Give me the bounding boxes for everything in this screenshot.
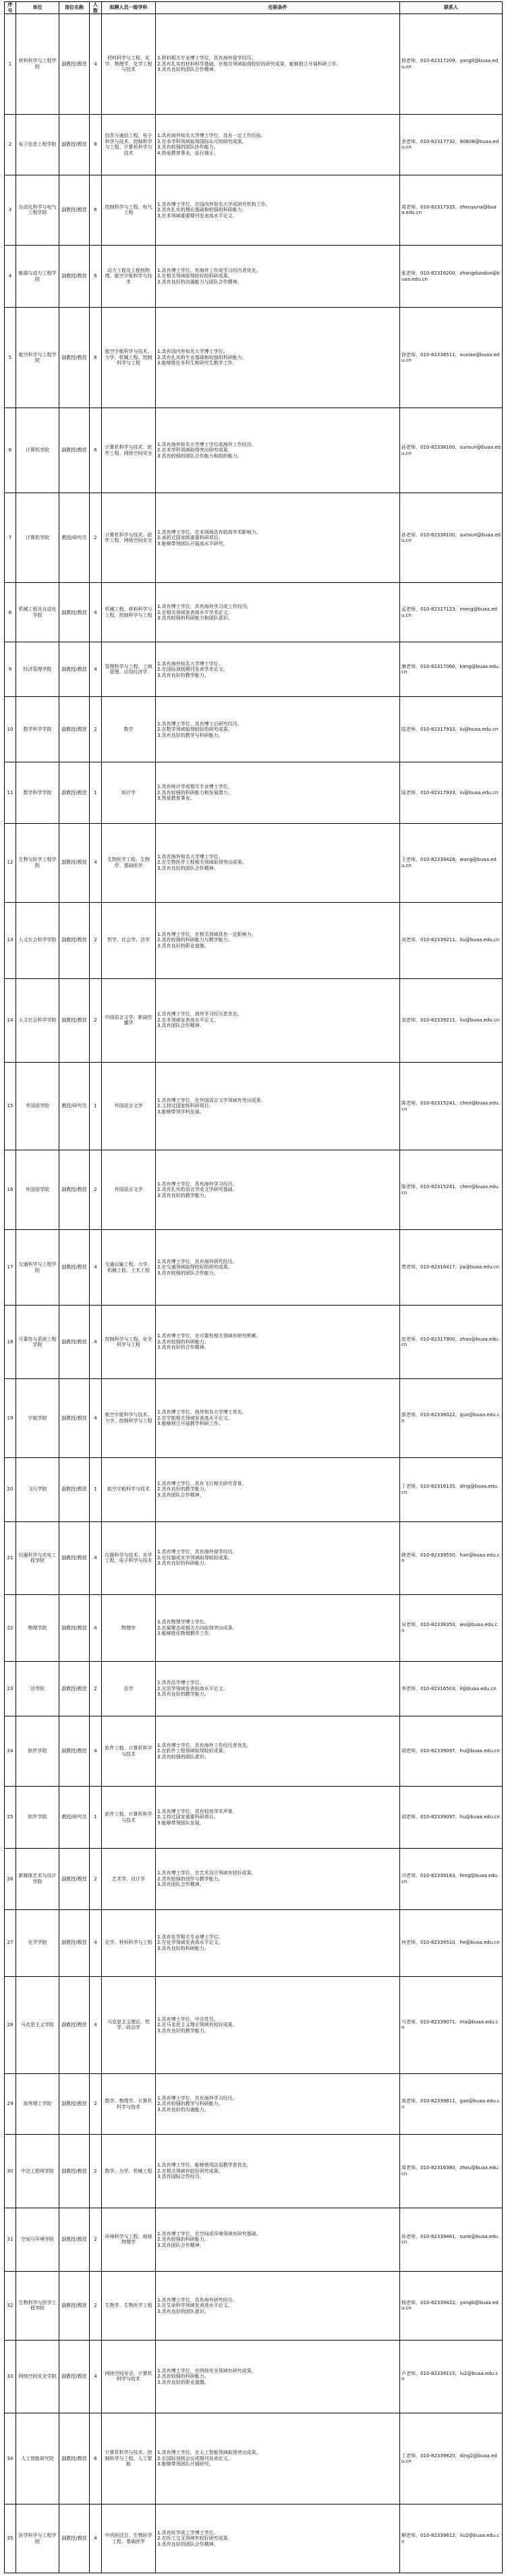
headcount-cell: 4 (90, 14, 102, 115)
table-row (5, 642, 503, 697)
unit-name-cell: 高等理工学院 (16, 2074, 59, 2135)
table-row (5, 308, 503, 408)
requirements-cell: 1.具有博士学位，具有较高学术声誉。 2.主持过国家重要科研项目。 3.能够带领团队发展。 (156, 1786, 400, 1848)
discipline-cell: 控制科学与工程、电气工程 (102, 175, 156, 246)
requirements-cell: 1.具有博士学位，具有飞行相关研究背景。 2.具有良好的教学能力。 3.具有团队合作精神。 (156, 1457, 400, 1521)
requirements-cell: 1.具有博士学位，在艺术设计领域有较好成果。 2.具有较强的创作与教学能力。 3.具有团队合作精神。 (156, 1849, 400, 1909)
discipline-cell: 计算机科学与技术、控制科学与工程、人工智能 (102, 2413, 156, 2504)
unit-name-cell: 医学科学与工程学院 (16, 2504, 59, 2573)
post-name-cell: 副教授/教授 (59, 2504, 90, 2573)
row-number-cell: 24 (5, 1716, 16, 1787)
requirements-cell: 1.具有海外知名大学博士学位。 2.在生物医学工程相关领域取得突出成果。 3.具有良好的团队合作精神。 (156, 823, 400, 902)
discipline-cell: 信息与通信工程、电子科学与技术、控制科学与工程、计算机科学与技术 (102, 114, 156, 175)
table-row (5, 245, 503, 307)
requirements-cell: 1.具有博士学位，在网络安全领域有研究成果。 2.具有较强的科研能力。 3.具有良好的职业道德。 (156, 2340, 400, 2413)
requirements-cell: 1.具有博士学位，中共党员。 2.在马克思主义理论领域有较好成果。 3.具有良好的教学能力。 (156, 1976, 400, 2073)
requirements-cell: 1.材料相关专业博士学位，具有海外留学经历。 2.具有扎实的材料科学基础，在相关领域取得较好的研究成果，能够独立开展科研工作。 3.具有良好的团队合作精神。 (156, 14, 400, 115)
discipline-cell: 马克思主义理论、哲学、政治学 (102, 1976, 156, 2073)
post-name-cell: 副教授/教授 (59, 697, 90, 762)
header-unit: 单位 (16, 2, 59, 14)
discipline-cell: 数学 (102, 697, 156, 762)
requirements-cell: 1.具有博士学位，具有海外学习经历。 2.具有扎实的语言学或文学研究基础。 3.具有良好的教学能力。 (156, 1150, 400, 1229)
table-row (5, 175, 503, 246)
discipline-cell: 软件工程、计算机科学与技术 (102, 1786, 156, 1848)
discipline-cell: 哲学、社会学、法学 (102, 902, 156, 978)
post-name-cell: 教授/研究员 (59, 1062, 90, 1150)
post-name-cell: 副教授/教授 (59, 1521, 90, 1594)
row-number-cell: 28 (5, 1976, 16, 2073)
headcount-cell: 1 (90, 1062, 102, 1150)
table-row (5, 2135, 503, 2208)
row-number-cell: 32 (5, 2272, 16, 2340)
discipline-cell: 航空宇航科学与技术、力学、机械工程、控制科学与工程 (102, 308, 156, 408)
contact-cell[interactable]: 张老师，010-82316200，zhangduoduo@buaa.edu.cn (400, 245, 503, 307)
row-number-cell: 16 (5, 1150, 16, 1229)
requirements-cell: 1.具有博士学位，具有海外留学经历。 2.在仪器或光学领域取得较好成果。 3.具有良好的科研能力。 (156, 1521, 400, 1594)
requirements-cell: 1.具有法学博士学位。 2.在法学领域发表较高水平论文。 3.具有良好的教学能力。 (156, 1662, 400, 1716)
row-number-cell: 31 (5, 2208, 16, 2272)
contact-cell[interactable]: 陈老师，010-82315241，chen@buaa.edu.cn (400, 1062, 503, 1150)
row-number-cell: 12 (5, 823, 16, 902)
row-number-cell: 22 (5, 1594, 16, 1661)
headcount-cell: 4 (90, 2340, 102, 2413)
requirements-cell: 1.具有国内外知名大学博士学位。 2.具有扎实的专业基础和较强的科研能力。 3.能够胜任本科生和研究生教学工作。 (156, 308, 400, 408)
requirements-cell: 1.具有物理学博士学位。 2.在凝聚态或相关方向取得突出成果。 3.能够胜任物理教学工作。 (156, 1594, 400, 1661)
headcount-cell: 8 (90, 114, 102, 175)
post-name-cell: 副教授/教授 (59, 408, 90, 493)
contact-cell[interactable]: 柳老师，010-82339612，liu2@buaa.edu.cn (400, 2504, 503, 2573)
post-name-cell: 副教授/教授 (59, 1976, 90, 2073)
row-number-cell: 33 (5, 2340, 16, 2413)
contact-cell[interactable]: 孙老师，010-82338100，sunsun@buaa.edu.cn (400, 408, 503, 493)
contact-cell[interactable]: 周老师，010-82317325，zhouyuna@buaa.edu.cn (400, 175, 503, 246)
row-number-cell: 21 (5, 1521, 16, 1594)
headcount-cell: 4 (90, 642, 102, 697)
post-name-cell: 副教授/教授 (59, 2340, 90, 2413)
requirements-cell: 1.具有博士学位，具有博士后研究经历。 2.在数学领域取得较好的研究成果。 3.具有良好的教学与科研能力。 (156, 697, 400, 762)
table-row (5, 697, 503, 762)
table-row (5, 978, 503, 1062)
contact-cell[interactable]: 丁老师，010-82316135，ding@buaa.edu.cn (400, 1457, 503, 1521)
headcount-cell: 4 (90, 583, 102, 642)
post-name-cell: 副教授/教授 (59, 245, 90, 307)
requirements-cell: 1.具有化学相关专业博士学位。 2.在化学领域发表高水平论文。 3.具有良好的科研能力。 (156, 1909, 400, 1976)
post-name-cell: 教授/研究员 (59, 1786, 90, 1848)
requirements-cell: 1.具有博士学位，海外知名大学博士优先。 2.在宇航相关领域发表高水平论文。 3.能够独立开展教学科研工作。 (156, 1378, 400, 1457)
post-name-cell: 副教授/教授 (59, 978, 90, 1062)
headcount-cell: 4 (90, 1521, 102, 1594)
headcount-cell: 6 (90, 408, 102, 493)
contact-cell[interactable]: 卢老师，010-82339115，lu2@buaa.edu.cn (400, 2340, 503, 2413)
row-number-cell: 4 (5, 245, 16, 307)
discipline-cell: 外国语言文学 (102, 1150, 156, 1229)
requirements-cell: 1.具有统计学或相关专业博士学位。 2.具有较强的科研能力和发展潜力。 3.热爱教育事业。 (156, 762, 400, 823)
discipline-cell: 材料科学与工程、化学、物理学、化学工程与技术 (102, 14, 156, 115)
row-number-cell: 6 (5, 408, 16, 493)
contact-cell[interactable]: 吴老师，010-82338350，wu@buaa.edu.cn (400, 1594, 503, 1661)
discipline-cell: 环境科学与工程、地球物理学 (102, 2208, 156, 2272)
post-name-cell: 副教授/教授 (59, 2208, 90, 2272)
contact-cell[interactable]: 李老师，010-82316503，li@buaa.edu.cn (400, 1662, 503, 1716)
contact-cell[interactable]: 陆老师，010-82317933，lu@buaa.edu.cn (400, 762, 503, 823)
discipline-cell: 物理学 (102, 1594, 156, 1661)
contact-cell[interactable]: 胡老师，010-82339097，hu@buaa.edu.cn (400, 1716, 503, 1787)
contact-cell[interactable]: 杨老师，010-82339422，yangb@buaa.edu.cn (400, 2272, 503, 2340)
discipline-cell: 交通运输工程、力学、机械工程、土木工程 (102, 1229, 156, 1306)
post-name-cell: 副教授/教授 (59, 14, 90, 115)
discipline-cell: 化学、材料科学与工程 (102, 1909, 156, 1976)
post-name-cell: 副教授/教授 (59, 2135, 90, 2208)
discipline-cell: 动力工程及工程热物理、航空宇航科学与技术 (102, 245, 156, 307)
unit-name-cell: 新媒体艺术与设计学院 (16, 1849, 59, 1909)
header-discipline: 拟聘人员一级学科 (102, 2, 156, 14)
headcount-cell: 4 (90, 1976, 102, 2073)
table-row (5, 493, 503, 583)
post-name-cell: 副教授/教授 (59, 1594, 90, 1661)
unit-name-cell: 软件学院 (16, 1716, 59, 1787)
headcount-cell: 6 (90, 2413, 102, 2504)
post-name-cell: 副教授/教授 (59, 114, 90, 175)
requirements-cell: 1.具有博士学位，具有海外学习经历。 2.具有较强的教学与科研能力。 3.具有良好的沟通能力。 (156, 2074, 400, 2135)
unit-name-cell: 中法工程师学院 (16, 2135, 59, 2208)
table-row (5, 823, 503, 902)
discipline-cell: 数学、力学、机械工程 (102, 2135, 156, 2208)
table-row (5, 1306, 503, 1378)
contact-cell[interactable]: 赵老师，010-82317900，zhao@buaa.edu.cn (400, 1306, 503, 1378)
row-number-cell: 7 (5, 493, 16, 583)
contact-cell[interactable]: 贾老师，010-82316417，jia@buaa.edu.cn (400, 1229, 503, 1306)
requirements-cell: 1.具有医学或工学博士学位。 2.在医工交叉领域有较好研究成果。 3.具有良好的团队合作精神。 (156, 2504, 400, 2573)
contact-cell[interactable]: 陈老师，010-82315241，chen@buaa.edu.cn (400, 1150, 503, 1229)
requirements-cell: 1.具有博士学位，在外国语言文学领域有突出成果。 2.主持过国家级科研项目。 3.能够带领学科发展。 (156, 1062, 400, 1150)
contact-cell[interactable]: 冯老师，010-82339183，feng@buaa.edu.cn (400, 1849, 503, 1909)
header-requirements: 任职条件 (156, 2, 400, 14)
contact-cell[interactable]: 马老师，010-82339071，ma@buaa.edu.cn (400, 1976, 503, 2073)
post-name-cell: 副教授/教授 (59, 1849, 90, 1909)
post-name-cell: 副教授/教授 (59, 1909, 90, 1976)
discipline-cell: 生物学、生物医学工程 (102, 2272, 156, 2340)
headcount-cell: 6 (90, 175, 102, 246)
row-number-cell: 10 (5, 697, 16, 762)
row-number-cell: 30 (5, 2135, 16, 2208)
headcount-cell: 1 (90, 1786, 102, 1848)
headcount-cell: 2 (90, 2074, 102, 2135)
post-name-cell: 副教授/教授 (59, 1662, 90, 1716)
post-name-cell: 副教授/教授 (59, 175, 90, 246)
post-name-cell: 副教授/教授 (59, 1150, 90, 1229)
contact-cell[interactable]: 高老师，010-82339811，gao@buaa.edu.cn (400, 2074, 503, 2135)
contact-cell[interactable]: 刘老师，010-82339211，liu@buaa.edu.cn (400, 978, 503, 1062)
headcount-cell: 4 (90, 1229, 102, 1306)
unit-name-cell: 人文社会科学学院 (16, 902, 59, 978)
unit-name-cell: 机械工程及自动化学院 (16, 583, 59, 642)
contact-cell[interactable]: 康老师，010-82317060，kang@buaa.edu.cn (400, 642, 503, 697)
discipline-cell: 航空宇航科学与技术、力学、控制科学与工程 (102, 1378, 156, 1457)
unit-name-cell: 外国语学院 (16, 1150, 59, 1229)
contact-cell[interactable]: 杨老师，010-62317209，yangll@buaa.edu.cn (400, 14, 503, 115)
unit-name-cell: 数学科学学院 (16, 697, 59, 762)
headcount-cell: 2 (90, 1150, 102, 1229)
headcount-cell: 4 (90, 1306, 102, 1378)
requirements-cell: 1.具有博士学位，在相关领域具有一定影响力。 2.具有较强的科研能力与教学能力。 3.具有良好的职业道德。 (156, 902, 400, 978)
requirements-cell: 1.具有博士学位，在可靠性相关领域有研究积累。 2.具有较强的科研能力。 3.具有良好的合作精神。 (156, 1306, 400, 1378)
contact-cell[interactable]: 孙老师，010-82339461，sunk@buaa.edu.cn (400, 2208, 503, 2272)
requirements-cell: 1.具有博士学位，在人工智能领域取得突出成果。 2.在国际顶级会议或期刊发表论文。 3.能够带领团队开展研究。 (156, 2413, 400, 2504)
row-number-cell: 9 (5, 642, 16, 697)
row-number-cell: 3 (5, 175, 16, 246)
row-number-cell: 35 (5, 2504, 16, 2573)
contact-cell[interactable]: 徐老师，010-82338511，xuxiao@buaa.edu.cn (400, 308, 503, 408)
contact-cell[interactable]: 郭老师，010-82338022，guo@buaa.edu.cn (400, 1378, 503, 1457)
row-number-cell: 5 (5, 308, 16, 408)
unit-name-cell: 法学院 (16, 1662, 59, 1716)
row-number-cell: 2 (5, 114, 16, 175)
discipline-cell: 计算机科学与技术、软件工程、网络空间安全 (102, 408, 156, 493)
row-number-cell: 17 (5, 1229, 16, 1306)
table-row (5, 1909, 503, 1976)
row-number-cell: 26 (5, 1849, 16, 1909)
discipline-cell: 外国语言文学 (102, 1062, 156, 1150)
table-row (5, 1594, 503, 1661)
post-name-cell: 副教授/教授 (59, 1378, 90, 1457)
table-row (5, 2413, 503, 2504)
header-post: 岗位名称 (59, 2, 90, 14)
table-row (5, 583, 503, 642)
headcount-cell: 6 (90, 245, 102, 307)
table-body (5, 14, 503, 2573)
unit-name-cell: 人工智能研究院 (16, 2413, 59, 2504)
table-row (5, 1976, 503, 2073)
table-row (5, 114, 503, 175)
discipline-cell: 航空宇航科学与技术 (102, 1457, 156, 1521)
discipline-cell: 艺术学、设计学 (102, 1849, 156, 1909)
recruitment-table (4, 1, 503, 2573)
unit-name-cell: 交通科学与工程学院 (16, 1229, 59, 1306)
table-row (5, 2208, 503, 2272)
contact-cell[interactable]: 陆老师，010-82317933，lu@buaa.edu.cn (400, 697, 503, 762)
headcount-cell: 2 (90, 978, 102, 1062)
headcount-cell: 4 (90, 1378, 102, 1457)
unit-name-cell: 网络空间安全学院 (16, 2340, 59, 2413)
row-number-cell: 13 (5, 902, 16, 978)
post-name-cell: 副教授/教授 (59, 762, 90, 823)
requirements-cell: 1.具有博士学位，能够使用法语教学者优先。 2.在相关领域有较好研究成果。 3.具有国际合作经历。 (156, 2135, 400, 2208)
unit-name-cell: 电子信息工程学院 (16, 114, 59, 175)
row-number-cell: 20 (5, 1457, 16, 1521)
unit-name-cell: 生物与医学工程学院 (16, 823, 59, 902)
headcount-cell: 2 (90, 2272, 102, 2340)
unit-name-cell: 数学科学学院 (16, 762, 59, 823)
unit-name-cell: 航空科学与工程学院 (16, 308, 59, 408)
contact-cell[interactable]: 王老师，010-82339428，wang@buaa.edu.cn (400, 823, 503, 902)
row-number-cell: 11 (5, 762, 16, 823)
unit-name-cell: 经济管理学院 (16, 642, 59, 697)
unit-name-cell: 能源与动力工程学院 (16, 245, 59, 307)
unit-name-cell: 可靠性与系统工程学院 (16, 1306, 59, 1378)
post-name-cell: 副教授/教授 (59, 902, 90, 978)
contact-cell[interactable]: 胡老师，010-82339097，hu@buaa.edu.cn (400, 1786, 503, 1848)
headcount-cell: 4 (90, 1909, 102, 1976)
post-name-cell: 副教授/教授 (59, 583, 90, 642)
unit-name-cell: 计算机学院 (16, 493, 59, 583)
table-row (5, 408, 503, 493)
headcount-cell: 6 (90, 308, 102, 408)
row-number-cell: 25 (5, 1786, 16, 1848)
table-row (5, 1457, 503, 1521)
headcount-cell: 1 (90, 762, 102, 823)
table-row (5, 2504, 503, 2573)
requirements-cell: 1.具有博士学位，具有海外研究经历。 2.在交通领域取得较好的研究成果。 3.具有较强的团队合作能力。 (156, 1229, 400, 1306)
post-name-cell: 副教授/教授 (59, 2272, 90, 2340)
row-number-cell: 8 (5, 583, 16, 642)
table-row (5, 14, 503, 115)
table-row (5, 1229, 503, 1306)
unit-name-cell: 自动化科学与电气工程学院 (16, 175, 59, 246)
unit-name-cell: 软件学院 (16, 1786, 59, 1848)
row-number-cell: 23 (5, 1662, 16, 1716)
unit-name-cell: 人文社会科学学院 (16, 978, 59, 1062)
post-name-cell: 副教授/教授 (59, 1716, 90, 1787)
requirements-cell: 1.具有博士学位，在国内外知名大学或研究机构工作。 2.具有扎实的理论基础和较强的科研能力。 3.在本领域重要期刊发表高水平论文。 (156, 175, 400, 246)
row-number-cell: 29 (5, 2074, 16, 2135)
discipline-cell: 仪器科学与技术、光学工程、电子科学与技术 (102, 1521, 156, 1594)
table-row (5, 1150, 503, 1229)
requirements-cell: 1.具有博士学位，海外学习经历者优先。 2.在本领域发表高水平论文。 3.具有团队合作精神。 (156, 978, 400, 1062)
post-name-cell: 教授/研究员 (59, 493, 90, 583)
table-row (5, 1521, 503, 1594)
unit-name-cell: 宇航学院 (16, 1378, 59, 1457)
row-number-cell: 34 (5, 2413, 16, 2504)
discipline-cell: 控制科学与工程、安全科学与工程 (102, 1306, 156, 1378)
post-name-cell: 副教授/教授 (59, 642, 90, 697)
post-name-cell: 副教授/教授 (59, 2074, 90, 2135)
table-row (5, 1849, 503, 1909)
post-name-cell: 副教授/教授 (59, 2413, 90, 2504)
headcount-cell: 2 (90, 1662, 102, 1716)
header-count: 人数 (90, 2, 102, 14)
unit-name-cell: 仪器科学与光电工程学院 (16, 1521, 59, 1594)
post-name-cell: 副教授/教授 (59, 1457, 90, 1521)
row-number-cell: 18 (5, 1306, 16, 1378)
contact-cell[interactable]: 孙老师，010-82338100，sunsun@buaa.edu.cn (400, 493, 503, 583)
table-row (5, 762, 503, 823)
unit-name-cell: 马克思主义学院 (16, 1976, 59, 2073)
header-no: 序号 (5, 2, 16, 14)
requirements-cell: 1.具有博士学位，具有海外工作经历者优先。 2.在软件工程领域取得较好成果。 3.具有较强的团队意识。 (156, 1716, 400, 1787)
requirements-cell: 1.具有博士学位，具有海外研究经历。 2.在生命科学领域发表高水平论文。 3.具有良好的团队意识。 (156, 2272, 400, 2340)
contact-cell[interactable]: 余老师，010-82317732，90608@buaa.edu.cn (400, 114, 503, 175)
requirements-cell: 1.具有博士学位，在空间或环境领域有研究基础。 2.具有较强的科研能力。 3.具有团队合作精神。 (156, 2208, 400, 2272)
headcount-cell: 2 (90, 2208, 102, 2272)
row-number-cell: 14 (5, 978, 16, 1062)
discipline-cell: 计算机科学与技术、软件工程、网络空间安全 (102, 493, 156, 583)
discipline-cell: 统计学 (102, 762, 156, 823)
headcount-cell: 2 (90, 697, 102, 762)
contact-cell[interactable]: 周老师，010-82316380，zhou@buaa.edu.cn (400, 2135, 503, 2208)
unit-name-cell: 飞行学院 (16, 1457, 59, 1521)
post-name-cell: 副教授/教授 (59, 308, 90, 408)
unit-name-cell: 化学学院 (16, 1909, 59, 1976)
post-name-cell: 副教授/教授 (59, 1306, 90, 1378)
requirements-cell: 1.具有博士学位，具有海外学习或工作经历。 2.在相关领域发表高水平学术论文。 3.具有较强的科研能力和团队意识。 (156, 583, 400, 642)
unit-name-cell: 生物科学与医学工程学院 (16, 2272, 59, 2340)
discipline-cell: 数学、物理学、计算机科学与技术 (102, 2074, 156, 2135)
headcount-cell: 2 (90, 902, 102, 978)
contact-cell[interactable]: 何老师，010-82339510，he@buaa.edu.cn (400, 1909, 503, 1976)
row-number-cell: 1 (5, 14, 16, 115)
table-row (5, 2340, 503, 2413)
unit-name-cell: 外国语学院 (16, 1062, 59, 1150)
row-number-cell: 19 (5, 1378, 16, 1457)
table-row (5, 1062, 503, 1150)
post-name-cell: 副教授/教授 (59, 823, 90, 902)
table-row (5, 2272, 503, 2340)
discipline-cell: 中西医结合、生物医学工程、基础医学 (102, 2504, 156, 2573)
table-row (5, 1662, 503, 1716)
discipline-cell: 法学 (102, 1662, 156, 1716)
row-number-cell: 15 (5, 1062, 16, 1150)
headcount-cell: 2 (90, 2135, 102, 2208)
discipline-cell: 软件工程、计算机科学与技术 (102, 1716, 156, 1787)
unit-name-cell: 空间与环境学院 (16, 2208, 59, 2272)
requirements-cell: 1.具有博士学位，有海外工作或学习经历者优先。 2.在相关领域取得较好的科研成果。 3.具有良好的沟通能力与团队合作精神。 (156, 245, 400, 307)
discipline-cell: 机械工程、材料科学与工程、控制科学与工程 (102, 583, 156, 642)
requirements-cell: 1.具有博士学位，在本领域具有较高学术影响力。 2.承担过国家级重要科研项目。 3.能够带领团队开展高水平研究。 (156, 493, 400, 583)
discipline-cell: 管理科学与工程、工商管理、应用经济学 (102, 642, 156, 697)
table-row (5, 1378, 503, 1457)
contact-cell[interactable]: 刘老师，010-82339211，liu@buaa.edu.cn (400, 902, 503, 978)
discipline-cell: 中国语言文学、新闻传播学 (102, 978, 156, 1062)
unit-name-cell: 材料科学与工程学院 (16, 14, 59, 115)
unit-name-cell: 计算机学院 (16, 408, 59, 493)
headcount-cell: 4 (90, 2504, 102, 2573)
row-number-cell: 27 (5, 1909, 16, 1976)
contact-cell[interactable]: 孟老师，010-82317123，meng@buaa.edu.cn (400, 583, 503, 642)
table-row (5, 2074, 503, 2135)
headcount-cell: 4 (90, 1594, 102, 1661)
table-header-row (5, 2, 503, 14)
contact-cell[interactable]: 丁老师，010-82339820，ding2@buaa.edu.cn (400, 2413, 503, 2504)
contact-cell[interactable]: 韩老师，010-82339550，han@buaa.edu.cn (400, 1521, 503, 1594)
post-name-cell: 副教授/教授 (59, 1229, 90, 1306)
discipline-cell: 网络空间安全、计算机科学与技术 (102, 2340, 156, 2413)
discipline-cell: 生物医学工程、生物学、基础医学 (102, 823, 156, 902)
headcount-cell: 4 (90, 1716, 102, 1787)
requirements-cell: 1.具有海外知名大学博士学位。 2.在国际顶级期刊发表学术论文。 3.具有良好的教学能力。 (156, 642, 400, 697)
table-row (5, 1786, 503, 1848)
headcount-cell: 2 (90, 493, 102, 583)
header-contact: 联系人 (400, 2, 503, 14)
requirements-cell: 1.具有海外知名大学博士学位或海外工作经历。 2.在本学科领域取得突出研究成果。 3.具有较强的团队合作能力和组织能力。 (156, 408, 400, 493)
table-row (5, 902, 503, 978)
requirements-cell: 1.具有海外知名大学博士学位，具有一定工作经验。 2.在本学科领域取得国际认可的研究成果。 3.具有较强的团队协作能力。 4.热爱教育事业，品行端正。 (156, 114, 400, 175)
headcount-cell: 2 (90, 1849, 102, 1909)
headcount-cell: 4 (90, 823, 102, 902)
headcount-cell: 1 (90, 1457, 102, 1521)
unit-name-cell: 物理学院 (16, 1594, 59, 1661)
table-row (5, 1716, 503, 1787)
